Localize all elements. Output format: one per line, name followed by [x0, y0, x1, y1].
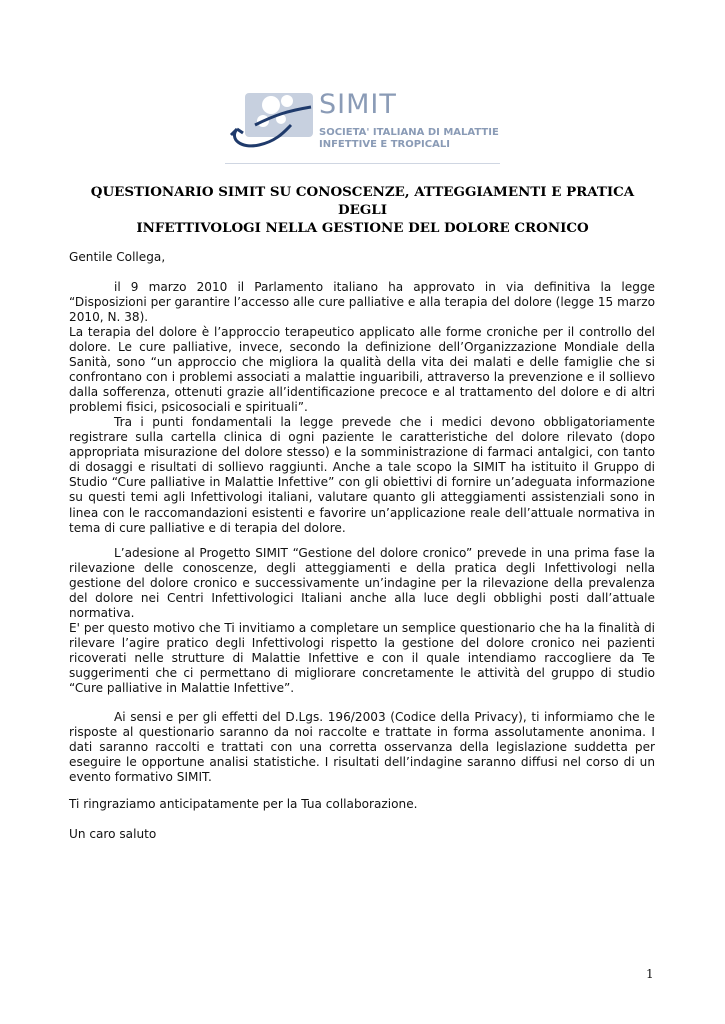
paragraph-5: E' per questo motivo che Ti invitiamo a completare un semplice questionario che ha la finalità di rilevare l’agire pratico degli Infettivologi rispetto la gestione del dolore cronico nei pazienti ricoverati nelle strutture di Malattie Infettive e con il quale intendiamo raccogliere da Te suggerimenti che ci permettano di migliorare concretamente le attività del gruppo di studio “Cure palliative in Malattie Infettive”. [69, 621, 655, 696]
paragraph-6: Ai sensi e per gli effetti del D.Lgs. 196/2003 (Codice della Privacy), ti informiamo che le risposte al questionario saranno da noi raccolte e trattate in forma assolutamente anonima. I dati saranno raccolti e trattati con una corretta osservanza della legislazione suddetta per eseguire le opportune analisi statistiche. I risultati dell’indagine saranno diffusi nel corso di un evento formativo SIMIT. [69, 710, 655, 785]
title-line-1: QUESTIONARIO SIMIT SU CONOSCENZE, ATTEGGIAMENTI E PRATICA DEGLI [90, 184, 635, 218]
thanks-line: Ti ringraziamo anticipatamente per la Tua collaborazione. [69, 797, 418, 811]
greeting: Gentile Collega, [69, 250, 166, 264]
title-line-2: INFETTIVOLOGI NELLA GESTIONE DEL DOLORE CRONICO [136, 220, 589, 236]
closing-line: Un caro saluto [69, 827, 157, 841]
paragraph-1: il 9 marzo 2010 il Parlamento italiano ha approvato in via definitiva la legge “Disposizioni per garantire l’accesso alle cure palliative e alla terapia del dolore (legge 15 marzo 2010, N. 38). [69, 280, 655, 325]
letterhead [225, 85, 500, 165]
paragraph-2: La terapia del dolore è l’approccio terapeutico applicato alle forme croniche per il controllo del dolore. Le cure palliative, invece, secondo la definizione dell’Organizzazione Mondiale della Sanità, sono “un approccio che migliora la qualità della vita dei malati e delle famiglie che si confrontano con i problemi associati a malattie inguaribili, attraverso la prevenzione e il sollievo dalla sofferenza, ottenuti grazie all’identificazione precoce e al trattamento del dolore e di altri problemi fisici, psicosociali e spirituali”. [69, 325, 655, 415]
paragraph-4: L’adesione al Progetto SIMIT “Gestione del dolore cronico” prevede in una prima fase la rilevazione delle conoscenze, degli atteggiamenti e della pratica degli Infettivologi nella gestione del dolore cronico e successivamente un’indagine per la rilevazione della prevalenza del dolore nei Centri Infettivologici Italiani anche alla luce degli obblighi posti dall’attuale normativa. [69, 546, 655, 621]
paragraph-3: Tra i punti fondamentali la legge prevede che i medici devono obbligatoriamente registrare sulla cartella clinica di ogni paziente le caratteristiche del dolore rilevato (dopo appropriata misurazione del dolore stesso) e la somministrazione di farmaci antalgici, con tanto di dosaggi e risultati di sollievo raggiunti. Anche a tale scopo la SIMIT ha istituito il Gruppo di Studio “Cure palliative in Malattie Infettive” con gli obiettivi di fornire un’adeguata informazione su questi temi agli Infettivologi italiani, valutare quanto gli atteggiamenti assistenziali sono in linea con le raccomandazioni esistenti e favorire un’applicazione reale dell’attuale normativa in tema di cure palliative e di terapia del dolore. [69, 415, 655, 535]
brand-subtitle [319, 127, 499, 151]
page-number: 1 [646, 967, 654, 981]
brand-subtitle-line1: SOCIETA' ITALIANA DI MALATTIE [319, 127, 499, 138]
brand-name: SIMIT [319, 89, 397, 120]
document-title [70, 183, 655, 237]
brand-subtitle-line2: INFETTIVE E TROPICALI [319, 139, 450, 150]
header-divider [225, 163, 500, 164]
simit-logo-icon [225, 85, 317, 157]
